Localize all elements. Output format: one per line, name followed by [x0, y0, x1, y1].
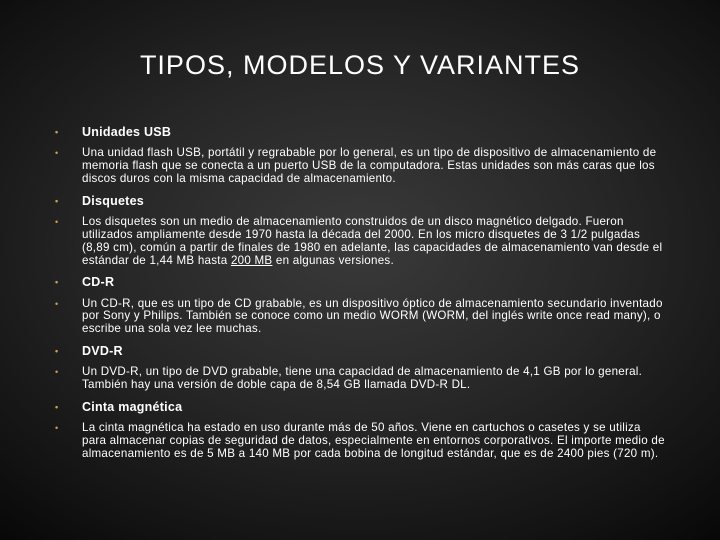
bullet-icon: •: [55, 345, 59, 356]
bullet-icon: •: [55, 298, 59, 309]
heading-disquetes: [55, 195, 665, 208]
bullet-icon: •: [55, 195, 59, 206]
heading-text: CD-R: [82, 275, 115, 290]
bullet-icon: •: [55, 277, 59, 288]
heading-text: DVD-R: [82, 343, 123, 358]
paragraph-text-start: Los disquetes son un medio de almacenamiento construidos de un disco magnético delgado. Fueron utilizados ampliamente desde 1970 hasta la década del 2000. En los micro disquetes de 3 1/2 pulgadas (8,89 cm), común a partir de finales de 1980 en adelante, las capacidades de almacenamiento van desde el estándar de 1,44 MB hasta: [82, 215, 663, 267]
paragraph-text: Un DVD-R, un tipo de DVD grabable, tiene una capacidad de almacenamiento de 4,1 GB por lo general. También hay una versión de doble capa de 8,54 GB llamada DVD-R DL.: [82, 365, 643, 392]
heading-text: Disquetes: [82, 193, 144, 208]
heading-text: Cinta magnética: [82, 399, 183, 414]
paragraph-text: Una unidad flash USB, portátil y regrabable por lo general, es un tipo de dispositivo de almacenamiento de memoria flash que se conecta a un puerto USB de la computadora. Estas unidades son más caras que los discos duros con la misma capacidad de almacenamiento.: [82, 146, 657, 186]
paragraph-usb: [55, 147, 665, 186]
heading-cinta: [55, 401, 665, 414]
bullet-icon: •: [55, 127, 59, 137]
paragraph-cd-r: [55, 298, 665, 337]
paragraph-dvd-r: [55, 366, 665, 392]
slide-title: TIPOS, MODELOS Y VARIANTES: [139, 50, 581, 80]
heading-text: Unidades USB: [82, 125, 172, 139]
heading-dvd-r: [55, 345, 665, 358]
bullet-icon: •: [55, 148, 59, 159]
heading-cd-r: [55, 276, 665, 289]
link-200mb[interactable]: 200 MB: [230, 253, 273, 267]
paragraph-cinta: [55, 422, 665, 461]
paragraph-text: La cinta magnética ha estado en uso durante más de 50 años. Viene en cartuchos o casetes y se utiliza para almacenar copias de seguridad de datos, especialmente en entornos corporativos. El importe medio de almacenamiento es de 5 MB a 140 MB por cada bobina de longitud estándar, que es de 2400 pies (720 m).: [82, 420, 665, 460]
paragraph-text-end: en algunas versiones.: [272, 253, 394, 267]
paragraph-text: Un CD-R, que es un tipo de CD grabable, es un dispositivo óptico de almacenamiento secundario inventado por Sony y Philips. También se conoce como un medio WORM (WORM, del inglés write once read many), o escribe una sola vez lee muchas.: [82, 296, 663, 336]
paragraph-text: [82, 215, 662, 267]
bullet-icon: •: [55, 422, 59, 433]
paragraph-disquetes: [55, 216, 665, 268]
bullet-list: [55, 126, 665, 469]
heading-usb: [55, 126, 665, 139]
bullet-icon: •: [55, 367, 59, 378]
bullet-icon: •: [55, 401, 59, 412]
bullet-icon: •: [55, 217, 59, 228]
